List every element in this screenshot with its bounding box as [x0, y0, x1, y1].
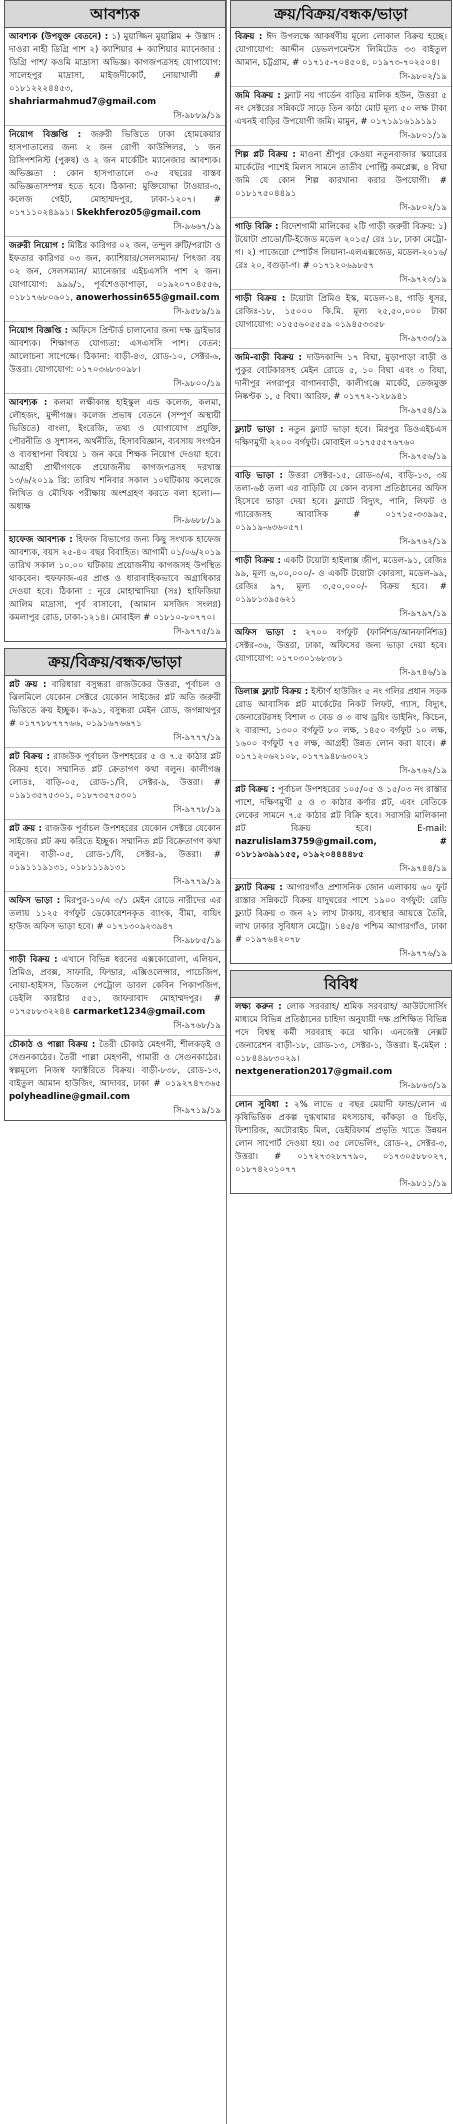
classified-ad — [5, 28, 225, 126]
ad-reference: সি-৯৭৬২/১৯ — [399, 766, 447, 776]
classified-ad — [231, 28, 451, 87]
ad-reference: সি-৯৭৭৮/১৯ — [173, 805, 221, 815]
ad-title: প্লট ক্রয় : — [9, 824, 42, 834]
ad-title: জমি-বাড়ী বিক্রয় : — [235, 353, 302, 363]
classified-ad — [5, 951, 225, 1036]
ad-title: অফিস ভাড়া : — [235, 628, 297, 638]
ad-title: নিয়োগ বিজ্ঞপ্তি : — [9, 130, 82, 140]
classified-ad — [5, 126, 225, 237]
ad-body: লোক সরবরাহ/ শ্রমিক সরবরাহ/ আউটসোর্সিং মাধ্যমে বিভিন্ন প্রতিষ্ঠানের চাহিদা অনুযায়ী দক্ষ প্রশিক্ষিত বিভিন্ন পদে বিশ্বস্থ কর্মী সরবরাহ করে থাকি। এনজেক্ট নেক্সট জেনারেশন বাড়ী-১৮, রোড-১৩, সেক্টর-১, উত্তরা। ই-মেইল : ০১৮৪৪৯৮৩০২৯। — [235, 1002, 448, 1064]
right-column — [230, 0, 452, 1200]
ad-body: উত্তরা সেক্টর-১৫, রোড-৩/এ, বাড়ি-১৩, ৩য় তলা-৬ষ্ঠ তলা এর বাড়িটি যে কোন ব্যবসা প্রতিষ্ঠানের অফিস হিসেবে ভাড়া দেয়া হবে। ফ্ল্যাটে বিদ্যুৎ, পানি, লিফট ও গ্যারেজসহ আবাসিক # ০১৭১৫-৩৩৯৯৫, ০১৯১৯-৬৩৬০৫৭। — [235, 471, 448, 533]
classified-ad — [231, 552, 451, 624]
ad-reference: সি-৯৭৫৬/১৯ — [399, 452, 447, 462]
ad-reference: সি-৯৭৪৪/১৯ — [399, 864, 447, 874]
ad-reference: সি-৯৫৮৯/১৯ — [173, 307, 221, 317]
classified-section — [4, 0, 226, 642]
ad-title: লোন সুবিধা : — [235, 1100, 289, 1110]
ad-title: জমি বিক্রয় : — [235, 91, 281, 101]
ad-title: বিক্রয় : — [235, 32, 263, 42]
ad-email[interactable]: nazrulislam3759@gmail.com, # ০১৮১৯৩৯৯১৫৫, ০১৯২০৪৪৪৪৮৫ — [235, 837, 447, 860]
ad-body: মিষ্টির কারিগর ০২ জন, তন্দুল রুটি/পরাটা ও ইফতার কারিগর ০৩ জন, ক্যাশিয়ার/সেলসম্যান/ পিৎজা বয় ০২ জন, সেলসম্যান/ ম্যানেজার এইচএসসি পাশ ২ জন। যোগাযোগ: ৯৯৯/১, পূর্বশেওড়াপাড়া, ০১৯২০৭০৪৫৫৬, ০১৮১৭৬৮০৬০১, — [9, 241, 221, 303]
ad-reference: সি-৯৭৬২/১৯ — [399, 537, 447, 547]
classified-ad — [5, 748, 225, 820]
ad-email[interactable]: shahriarmahmud7@gmail.com — [9, 97, 157, 107]
ad-title: অফিস ভাড়া : — [9, 896, 61, 906]
ad-email[interactable]: Skekhferoz05@gmail.com — [76, 208, 201, 218]
classified-ad — [231, 998, 451, 1096]
classified-ad — [5, 1036, 225, 1120]
ad-body: তৈরী চৌকাঠ মেহগনী, শীলকড়ই ও সেগুনকাঠের। তৈরী পাল্লা মেহগনী, গামারী ও সেগুনকাঠের। স্বল্পমূল্যে নিজস্ব ফ্যাক্টরিতে বিক্রয়। বাড়ী-৮৩৮, রোড-১৩, বাইতুল আমান হাউজিং, আদাবর, ঢাকা # ০১৯২৭৪৭৩৬৫ — [9, 1040, 221, 1089]
ad-body: ২% লাভে ৫ বছর মেয়াদী ফান্ড/লোন এ কৃষিভিত্তিক প্রকল্প দুগ্ধখামার মৎস্যচাষ, কাঁকড়া ও চিংড়ি, ফিশারিজ, অটোরাইচ মিল, ডেইরিফার্ম প্রভৃতি খাতে উন্নয়ন লোন সাপোর্ট দেওয়া হয়। ৩৫ লেভেলিং, রোড-২, সেক্টর-৩, উত্তরা। # ০১৭২৭৩২৮৭৭৯০, ০১৭৩০৫৮৮০২৭, ০১৮৭৪২০১০৭৭ — [235, 1100, 447, 1175]
classified-ad — [5, 322, 225, 394]
ad-title: বাড়ি ভাড়া : — [235, 471, 283, 481]
ad-reference: সি-৯৮৬৩/১৯ — [399, 1081, 447, 1091]
ad-reference: সি-৯৭৭৫/১৯ — [173, 627, 221, 637]
section-heading: বিবিধ — [231, 971, 451, 998]
classified-ad — [231, 879, 451, 963]
ad-body: টয়োটা প্রিমিও ইস্ক, মডেল-১৪, গাড়ি ধূসর, রেজিঃ-১৮, ১৫০০০ কি.মি. মূল্য ২৫,৫০,০০০ টাকা যোগাযোগ: ০১৫৫৬০৫৫৫৯ ০১৯৪৫৩৩৫৮ — [235, 294, 447, 330]
ad-title: ডিলাক্স ফ্ল্যাট বিক্রয় : — [235, 687, 309, 697]
ad-body: দাউদকান্দি ১৭ বিঘা, মুড়াপাড়া বাড়ী ও পুকুর বোটকারসহ মেইন রোডে ৫, ১০ বিঘা এবং ৩ বিঘা, দানীপুর নগরাপুর বাগানবাড়ী, কালীগঞ্জে মার্কেট, তেজমুক্ত নিষ্কণ্টক ১, ৫ বিঘা। আরিফ, # ০১৭৭২-১২৮৯৪১ — [235, 353, 448, 402]
ad-title: শিল্প প্লট বিক্রয় : — [235, 150, 296, 160]
classified-ad — [231, 349, 451, 421]
ad-reference: সি-৯৭৭৯/১৯ — [173, 877, 221, 887]
classified-ad — [5, 394, 225, 531]
ad-title: গাড়ী বিক্রয় : — [9, 955, 58, 965]
ad-title: প্লট বিক্রয় : — [9, 752, 50, 762]
ad-body: ঈদ উপলক্ষে আকর্ষণীয় মূল্যে লোকাল বিক্রয় হচ্ছে। যোগাযোগ: আদ্দীন ডেভলপমেন্টস লিমিটেড ৩৩ বাইতুল আমান, চট্টগ্রাম, # ০১৭১৫-৭০৪৫০৪, ০১৯৭৩-৭০২৫০৪। — [235, 32, 448, 68]
ad-title: প্লট ক্রয় : — [9, 680, 47, 690]
ad-title: লক্ষ্য করুন : — [235, 1002, 282, 1012]
ad-reference: সি-৯৭৭৭/১৯ — [173, 733, 221, 743]
classified-section — [4, 648, 226, 1121]
ad-body: এখানে বিভিন্ন ধরনের এক্সকোরোলা, এলিয়ন, প্রিমিও, প্রবক্স, সাফারি, ফিল্ডার, এক্সিওলেন্সার, পাচেজিপ, নোয়া-হাইসস, ডিজেল পেট্রোল ডাবল কেবিন পিকাপজিপ, ডেইলি কারষ্টার ৫৫১, জাফরাবাদ মোহাম্মদপুর। # ০১৭৫৮৮৩২২৪৪ — [9, 955, 221, 1017]
ad-title: জরুরী নিয়োগ : — [9, 241, 65, 251]
ad-body: অফিসে প্রিন্টার্ড চালানোর জন্য দক্ষ ড্রাইভার আবশ্যক। শিক্ষাগত যোগ্যতা: এসএসসি পাশ। বেতন: আলোচনা সাপেক্ষে। ঠিকানা: বাড়ী-৪৩, রোড-১০, সেক্টর-৬, উত্তরা। যোগাযোগ: ০১৭০৩৬৮৩০৯৮। — [9, 326, 221, 375]
ad-body: আগারগাঁও প্রশাসনিক জোন এলাকায় ৬০ ফুট রাস্তার সন্নিকটে বিক্রয় যাদুঘরের পাশে ১৯০০ বর্গফুট: রেডি ফ্ল্যাট বিক্রয় ৩ জন ২১ লাখ টাকায়, ব্যবস্থার আয়ত্তে তৈরি, লাখ ঢাকার সুবিধাস মেট্রো। ১৪৫/৪ পশ্চিম আগারগাঁও, ঢাকা # ০১৯৭৬৪২০৭৮ — [235, 883, 448, 945]
ad-reference: সি-৯৭৫৪/১৯ — [399, 406, 447, 416]
ad-reference: সি-৯৬৮৮/১৯ — [173, 516, 221, 526]
ad-body: জরুরী ভিত্তিতে ঢাকা হোমকেয়ার হাসপাতালের জন্য ২ জন রোগী কাউন্সিলর, ১ জন রিসিপশনিস্ট (পুরুষ) ও ২ জন মার্কেটিং ম্যানেজার আবশ্যক। অভিজ্ঞতা : কোন হাসপাতালে ৩-৫ বছরের বাস্তব অভিজ্ঞতাসম্পন্ন হতে হবে। ঠিকানা: মুক্তিযোদ্ধা টাওয়ার-৩, কলেজ গেইট, মোহাম্মদপুর, ঢাকা-১২০৭। # ০১৭১১০২৪৯৯১। — [9, 130, 222, 218]
ad-title: প্লট বিক্রয় : — [235, 785, 275, 795]
ad-title: আবশ্যক (উপযুক্ত বেতনে) : — [9, 32, 109, 42]
classified-ad — [231, 624, 451, 683]
classified-ad — [231, 1096, 451, 1193]
ad-body: পূর্বাচল উপশহরের ১০৫/০৫ ও ১৫/০৩ নং রাস্তার পাশে, দক্ষিণমুখী ৫ ও ৩ কাঠার কর্ণার প্লট, এবং বেতিকে লেকের সামনে ৭.৫ কাঠার প্লট বিক্রি হবে। সরাসরি মালিকানা প্লট বিক্রয় হবে। E-mail: — [235, 785, 447, 834]
ad-reference: সি-৯৭৩৩/১৯ — [399, 334, 447, 344]
ad-title: গাড়ী বিক্রয় : — [235, 556, 281, 566]
ad-reference: সি-৯৭২৩/১৯ — [399, 275, 447, 285]
ad-title: নিয়োগ বিজ্ঞপ্তি : — [9, 326, 69, 336]
ad-body: বিদেশগামী মালিকের ২টি গাড়ী জরুরী বিক্রয়: ১) টয়োটা প্রাডো/টি-ইজেড মডেল ২০১৫/ রেঃ ১৮, ঢাকা মেট্রো-গ। ২) পাজেরো স্পোর্টস লিয়ানা-এলএক্সজেড, মডেল-২০১৬/রেঃ ২০, বগুড়া-গ। # ০১৭১২০৬৯৮৫৭ — [235, 222, 447, 271]
classified-ad — [231, 146, 451, 218]
ad-title: আবশ্যক : — [9, 398, 48, 408]
ad-reference: সি-৯৭৯৭/১৯ — [399, 609, 447, 619]
ad-reference: সি-৯৮৮৫/১৯ — [173, 936, 221, 946]
ad-reference: সি-৯৭৭৬/১৯ — [399, 949, 447, 959]
ad-body: একটি টয়োটা হাইলাক্স জীপ, মডেল-৯১, রেজিঃ ৯৯, মূল্য ৬,০০,০০০/- ও একটি টয়োটা কোরসা, মডেল-৯৯, রেজিঃ ৯৭, মূল্য ৩,৫০,০০০/- বিক্রয় হবে। # ০১৯৮১৩৯৫৬২১ — [235, 556, 447, 605]
ad-body: মাওনা শ্রীপুর কেওয়া নতুনবাজার স্কয়ারের মার্কেটের পাশেই মিলস সামনে তাতীব পোল্ট্রি কমপ্লেক্স, ৪ বিঘা জমি যে কোন শিল্প কারখানা করার উপযোগী। # ০১৮১৭৫০৪৪৯১ — [235, 150, 447, 199]
ad-body: রাজউক পূর্বাচল উপশহরের ৫ ও ৭.৫ কাঠার প্লট বিক্রয় হবে। সম্মানিত প্লট ক্রেতাগণ কথা বলুন। কালীগঞ্জ লোডঃ, বাড়ি-০৫, রোড-১/বি, সেক্টর-৯, উত্তরা। # ০১৯১৩৫৭৫৩০১, ০১৮৭৩৫৭৫৩০১ — [9, 752, 221, 801]
classified-ad — [231, 87, 451, 146]
ad-title: চৌকাঠ ও পাল্লা বিক্রয় : — [9, 1040, 96, 1050]
classified-ad — [231, 781, 451, 879]
ad-body: ২৭০০ বর্গফুট (ফার্নিশড/আনফার্নিশড) সেক্টর-৩৬, উত্তরা, ঢাকা, অফিসের জন্য ভাড়া দেয়া হবে। যোগাযোগ: ০১৭০৩০১৬৮৩৮১ — [235, 628, 447, 664]
ad-body: নতুন ফ্ল্যাট ভাড়া হবে। মিরপুর ডিওএইচএস দক্ষিণমুখী ২২০০ বর্গফুট। মোবাইল ০১৭৫৫৫৭৬৭৬০ — [235, 425, 447, 448]
ad-body: ১) মুয়াজ্জিন মুয়াল্লিম + উস্তাদ : দাওরা নাহী ডিগ্রি পাশ ২) ক্যাশিয়ার + ক্যাশিয়ার ম্যানেজার : ডিগ্রি পাশ/ কওমি মাদ্রাসা অভিজ্ঞ। কাগজপত্রসহ যোগাযোগ: সালেহপুর মাদ্রাসা, মাইজদীকোর্ট, নোয়াখালী # ০১৮১২২২৪৪৫৩, — [9, 32, 222, 94]
classified-ad — [231, 218, 451, 290]
ad-reference: সি-৯৬৬৭/১৯ — [173, 222, 221, 232]
ad-reference: সি-৯৮০২/১৯ — [399, 72, 447, 82]
ad-title: ফ্ল্যাট বিক্রয় : — [235, 883, 283, 893]
section-heading: ক্রয়/বিক্রয়/বন্ধক/ভাড়া — [231, 1, 451, 28]
ad-reference: সি-৯৮০২/১৯ — [399, 203, 447, 213]
section-heading: ক্রয়/বিক্রয়/বন্ধক/ভাড়া — [5, 649, 225, 676]
classified-ad — [231, 683, 451, 781]
ad-body: হিফজ বিভাগের জন্য কিছু সংখ্যক হাফেজ আবশ্যক, বয়স ২৫-৪০ বছর বিবাহিত। আগামী ০১/০৬/২০১৯ তারিখ সকাল ১০.০০ ঘটিকায় প্রয়োজনীয় কাগজসহ উপস্থিত থাকবেন। হুফফাজ-এর প্রাপ্ত ও ধারাবাহিকভাবে অগ্রাধিকার দেওয়া হবে। ঠিকানা : নূরে মোহাম্মাদিয়া (সঃ) হাফিজিয়া আলিম মাদ্রাসা, পূর্ব বাসাবো, (আমান মসজিদ সংলগ্ন) কমলাপুর রোড, ঢাকা-১২১৪। মোবাইল # ০১৮১০-৮০৭৭০। — [9, 535, 221, 623]
column-divider — [226, 0, 227, 2124]
ad-reference: সি-৯৭৬৮/১৯ — [173, 1021, 221, 1031]
ad-email[interactable]: carmarket1234@gmail.com — [73, 1007, 206, 1017]
ad-reference: সি-৯৮০০/১৯ — [173, 379, 221, 389]
ad-body: রাজউক পূর্বাচল উপশহরের যেকোন সেক্টরে যেকোন সাইজের প্লট ক্রয় করিতে ইচ্ছুক। সম্মানিত প্লট বিক্রেতাগণ কথা বলুন। বাড়ী-০৫, রোড-১/বি, সেক্টর-৯, উত্তরা। # ০১৯১১১৯১৩১, ০১৮১১১৯১৩১ — [9, 824, 221, 873]
ad-title: গাড়ি বিক্রি : — [235, 222, 279, 232]
section-heading: আবশ্যক — [5, 1, 225, 28]
ad-reference: সি-৯৮৮৯/১৯ — [173, 111, 221, 121]
classified-ad — [5, 237, 225, 322]
left-column — [4, 0, 226, 1127]
ad-body: মিরপুর-১০/এ ৩/১ মেইন রোডে নারীদের এর তলায় ১১২৫ বর্গফুট ডেকোরেশনকৃত ব্যাংক, বীমা, বায়িং হাউজ অফিস ভাড়া হবে। # ০১৭১৩০৯২৩৯৪৭ — [9, 896, 221, 932]
ad-email[interactable]: nextgeneration2017@gmail.com — [235, 1067, 393, 1077]
classified-ad — [5, 531, 225, 641]
classified-ad — [5, 892, 225, 951]
ad-body: ফ্ল্যাট নয় গার্ডেন বাড়ির মালিক হউন, উত্তরা ৫ নং সেক্টরের সন্নিকটে সাড়ে তিন কাঠা মোট মূল্য ৫০ লক্ষ টাকা এখনই বাড়ির উপযোগী জমি। মামুন, # ০১৭১৯১৬১৯১৯১ — [235, 91, 447, 127]
ad-body: কলমা লক্ষীকান্ত হাইস্কুল এন্ড কলেজ, কলমা, লৌহজং, মুন্সীগঞ্জ। কলেজ প্রভাষ বেতনে (সম্পূর্ণ অস্থায়ী ভিত্তিতে) বাংলা, ইংরেজি, তথ্য ও যোগাযোগ প্রযুক্তি, পৌরনীতি ও সুশাসন, অর্থনীতি, হিসাববিজ্ঞান, ব্যবসায় সংগঠন ও ব্যবস্থাপনা বিষয়ে ১ জন করে শিক্ষক নিয়োগ দেওয়া হবে। আগ্রহী প্রার্থীগণকে প্রয়োজনীয় কাগজপত্রসহ দরখাস্ত ১৩/৬/২০১৯ খ্রি: তারিখ শনিবার সকাল ১০ঘটিকায় কলেজে লিখিত ও মৌখিক পরীক্ষায় অংশগ্রহণ করতে বলা হলো।—অধ্যক্ষ — [9, 398, 222, 512]
ad-body: বারিধারা বসুন্ধরা রাজউকের উত্তরা, পূর্বাচল ও ঝিলমিলে যেকোন সেক্টরে যেকোন সাইজের প্লট অতি জরুরী ভিত্তিতে ক্রয় ইচ্ছুক। ক-৯১, বসুন্ধরা মেইন রোড, জগন্নাথপুর # ০১৭৭৮৮৭৭৭৬৬, ০১৯১৬৭৬৬৭১ — [9, 680, 222, 729]
classified-section — [230, 970, 452, 1194]
ad-reference: সি-৯৮০১/১৯ — [399, 131, 447, 141]
classified-ad — [231, 467, 451, 552]
ad-email[interactable]: polyheadline@gmail.com — [9, 1092, 130, 1102]
ad-title: হাফেজ আবশ্যক : — [9, 535, 73, 545]
ad-title: ফ্ল্যাট ভাড়া : — [235, 425, 284, 435]
ad-email[interactable]: anowerhossin655@gmail.com — [75, 293, 220, 303]
classified-ad — [231, 421, 451, 467]
ad-reference: সি-৯৭১৯/১৯ — [173, 1106, 221, 1116]
classified-ad — [231, 290, 451, 349]
classified-ad — [5, 820, 225, 892]
classified-section — [230, 0, 452, 964]
ad-title: গাড়ী বিক্রয় : — [235, 294, 286, 304]
ad-reference: সি-৯৮১১/১৯ — [399, 1179, 447, 1189]
ad-reference: সি-৯৭৪৬/১৯ — [399, 668, 447, 678]
ad-body: ইস্টার্ণ হাউজিং ৫ নং গলির প্রধান সড়ক রোড আবাসিক প্লট মার্কেটের নিকট লিফট, গ্যাস, বিদ্যুৎ, জেনারেটরসহ বিশাল ৩ বেড ও ৩ বাথ ড্রয়িং ডাইনিং, কিচেন, ২ বারান্দা, ১৩০০ বর্গফুট ৮০ লক্ষ, ১৪৫০ বর্গফুট ১০ লক্ষ, ১৬০০ বর্গফুট ৭৫ লক্ষ, আগ্রহী উন্নত লোন করা যাবে। # ০১৭১২০৬২১০৮, ০১৭৭৯৪৮৬৩০২১ — [235, 687, 448, 762]
classified-ad — [5, 676, 225, 748]
